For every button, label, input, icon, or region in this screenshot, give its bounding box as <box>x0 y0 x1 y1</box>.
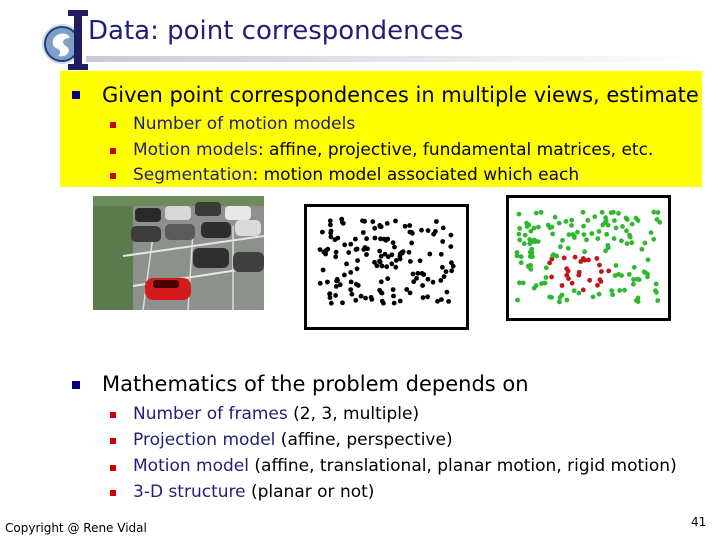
red-point-marker <box>562 256 567 261</box>
point-marker <box>355 247 360 252</box>
point-marker <box>372 226 377 231</box>
green-point-marker <box>651 237 656 242</box>
green-point-marker <box>534 283 539 288</box>
points-panel-unsegmented <box>304 204 469 330</box>
red-point-marker <box>598 277 603 282</box>
point-marker <box>445 290 450 295</box>
green-point-marker <box>636 296 641 301</box>
subbullet-square-icon <box>110 438 116 444</box>
green-point-marker <box>517 226 522 231</box>
green-point-marker <box>566 246 571 251</box>
green-point-marker <box>604 232 609 237</box>
bottom-subbullet-2 <box>133 432 453 449</box>
green-point-marker <box>606 223 611 228</box>
point-marker <box>370 219 375 224</box>
point-marker <box>340 300 345 305</box>
subbullet-square-icon <box>110 148 116 154</box>
green-point-marker <box>539 210 544 215</box>
point-marker <box>427 252 432 257</box>
point-marker <box>377 249 382 254</box>
green-point-marker <box>619 273 624 278</box>
point-marker <box>384 264 389 269</box>
subbullet-label: Number of frames <box>133 404 288 424</box>
green-point-marker <box>624 228 629 233</box>
point-marker <box>393 219 398 224</box>
green-point-marker <box>591 295 596 300</box>
green-point-marker <box>597 292 602 297</box>
point-marker <box>392 301 397 306</box>
green-point-marker <box>544 275 549 280</box>
point-marker <box>379 279 384 284</box>
points-panel-segmented <box>506 195 671 321</box>
subbullet-suffix: (affine, translational, planar motion, rigid motion) <box>248 456 677 476</box>
green-point-marker <box>572 288 577 293</box>
green-point-marker <box>627 272 632 277</box>
top-subbullet-2 <box>133 142 653 159</box>
point-marker <box>318 281 323 286</box>
green-point-marker <box>606 245 611 250</box>
red-point-marker <box>576 273 581 278</box>
point-marker <box>420 271 425 276</box>
point-marker <box>353 237 358 242</box>
red-point-marker <box>599 269 604 274</box>
green-point-marker <box>603 215 608 220</box>
green-point-marker <box>565 298 570 303</box>
green-point-marker <box>553 215 558 220</box>
point-marker <box>334 250 339 255</box>
black-points-plot <box>307 207 466 327</box>
green-point-marker <box>617 288 622 293</box>
green-point-marker <box>600 210 605 215</box>
subbullet-square-icon <box>110 490 116 496</box>
green-point-marker <box>524 221 529 226</box>
subbullet-square-icon <box>110 173 116 179</box>
subbullet-label: Motion model <box>133 456 249 476</box>
green-point-marker <box>632 265 637 270</box>
green-point-marker <box>572 234 577 239</box>
point-marker <box>348 287 353 292</box>
point-marker <box>392 245 397 250</box>
green-point-marker <box>544 265 549 270</box>
green-point-marker <box>515 250 520 255</box>
green-point-marker <box>612 236 617 241</box>
subbullet-suffix: (planar or not) <box>245 482 375 502</box>
green-point-marker <box>523 233 528 238</box>
subbullet-square-icon <box>110 122 116 128</box>
green-point-marker <box>645 275 650 280</box>
point-marker <box>420 283 425 288</box>
point-marker <box>325 280 330 285</box>
point-marker <box>419 228 424 233</box>
green-point-marker <box>585 218 590 223</box>
red-point-marker <box>583 258 588 263</box>
point-marker <box>407 223 412 228</box>
subbullet-label: Projection model <box>133 430 276 450</box>
green-point-marker <box>577 291 582 296</box>
point-marker <box>353 298 358 303</box>
point-marker <box>369 295 374 300</box>
green-point-marker <box>560 293 565 298</box>
point-marker <box>385 276 390 281</box>
green-point-marker <box>655 298 660 303</box>
green-point-marker <box>619 238 624 243</box>
bullet-square-icon <box>72 91 80 99</box>
point-marker <box>418 258 423 263</box>
subbullet-label: Motion models <box>133 140 258 160</box>
green-point-marker <box>582 232 587 237</box>
point-marker <box>393 265 398 270</box>
point-marker <box>431 280 436 285</box>
green-point-marker <box>543 281 548 286</box>
point-marker <box>355 266 360 271</box>
subbullet-square-icon <box>110 412 116 418</box>
point-marker <box>386 254 391 259</box>
bottom-subbullet-3 <box>133 458 677 475</box>
green-point-marker <box>625 241 630 246</box>
point-marker <box>449 260 454 265</box>
point-marker <box>425 294 430 299</box>
title-underline <box>86 56 702 62</box>
green-point-marker <box>557 300 562 305</box>
red-point-marker <box>566 269 571 274</box>
red-point-marker <box>547 261 552 266</box>
point-marker <box>328 222 333 227</box>
point-marker <box>329 229 334 234</box>
green-point-marker <box>625 217 630 222</box>
point-marker <box>344 262 349 267</box>
green-point-marker <box>634 216 639 221</box>
green-point-marker <box>620 224 625 229</box>
green-point-marker <box>635 277 640 282</box>
subbullet-label: Number of motion models <box>133 114 356 134</box>
red-point-marker <box>570 281 575 286</box>
point-marker <box>409 241 414 246</box>
green-point-marker <box>629 240 634 245</box>
point-marker <box>431 232 436 237</box>
point-marker <box>439 297 444 302</box>
green-point-marker <box>534 211 539 216</box>
green-point-marker <box>517 238 522 243</box>
bottom-subbullet-4 <box>133 484 374 501</box>
point-marker <box>372 260 377 265</box>
bullet-square-icon <box>72 381 80 389</box>
red-point-marker <box>549 275 554 280</box>
green-point-marker <box>654 290 659 295</box>
green-point-marker <box>532 226 537 231</box>
point-marker <box>350 292 355 297</box>
point-marker <box>440 239 445 244</box>
red-point-marker <box>578 259 583 264</box>
green-point-marker <box>567 232 572 237</box>
point-marker <box>391 287 396 292</box>
green-point-marker <box>581 210 586 215</box>
point-marker <box>364 252 369 257</box>
green-point-marker <box>649 230 654 235</box>
green-point-marker <box>656 210 661 215</box>
point-marker <box>442 274 447 279</box>
green-point-marker <box>643 241 648 246</box>
green-point-marker <box>651 210 656 215</box>
point-marker <box>342 242 347 247</box>
subbullet-suffix: (affine, perspective) <box>275 430 453 450</box>
point-marker <box>411 272 416 277</box>
point-marker <box>329 301 334 306</box>
point-marker <box>342 273 347 278</box>
bottom-bullet-text: Mathematics of the problem depends on <box>102 372 529 396</box>
top-bullet-text: Given point correspondences in multiple views, estimate <box>102 83 699 107</box>
point-marker <box>335 236 340 241</box>
green-point-marker <box>519 254 524 259</box>
point-marker <box>363 245 368 250</box>
green-point-marker <box>614 226 619 231</box>
green-point-marker <box>517 212 522 217</box>
point-marker <box>426 228 431 233</box>
point-marker <box>414 276 419 281</box>
green-point-marker <box>612 218 617 223</box>
green-point-marker <box>610 292 615 297</box>
point-marker <box>380 264 385 269</box>
point-marker <box>407 250 412 255</box>
top-subbullet-1 <box>133 116 355 133</box>
green-point-marker <box>592 214 597 219</box>
green-point-marker <box>528 267 533 272</box>
green-point-marker <box>655 217 660 222</box>
university-logo <box>36 8 96 72</box>
point-marker <box>354 282 359 287</box>
green-point-marker <box>640 247 645 252</box>
point-marker <box>449 233 454 238</box>
subbullet-suffix: (2, 3, multiple) <box>287 404 420 424</box>
subbullet-label: Segmentation <box>133 165 253 185</box>
green-point-marker <box>558 244 563 249</box>
green-point-marker <box>517 232 522 237</box>
green-point-marker <box>557 221 562 226</box>
point-marker <box>416 271 421 276</box>
point-marker <box>408 259 413 264</box>
point-marker <box>349 280 354 285</box>
green-point-marker <box>654 282 659 287</box>
point-marker <box>410 231 415 236</box>
green-point-marker <box>546 223 551 228</box>
red-point-marker <box>606 269 611 274</box>
green-point-marker <box>597 229 602 234</box>
point-marker <box>348 270 353 275</box>
green-point-marker <box>560 238 565 243</box>
point-marker <box>404 287 409 292</box>
point-marker <box>448 244 453 249</box>
red-point-marker <box>587 278 592 283</box>
green-point-marker <box>564 219 569 224</box>
green-point-marker <box>528 250 533 255</box>
point-marker <box>391 294 396 299</box>
point-marker <box>334 284 339 289</box>
subbullet-square-icon <box>110 465 116 471</box>
point-marker <box>401 249 406 254</box>
point-marker <box>373 236 378 241</box>
point-marker <box>320 230 325 235</box>
point-marker <box>403 224 408 229</box>
point-marker <box>444 269 449 274</box>
segmented-points-plot <box>509 198 668 318</box>
point-marker <box>333 293 338 298</box>
subbullet-suffix: : motion model associated which each <box>252 165 580 185</box>
subbullet-label: 3-D structure <box>133 482 246 502</box>
green-point-marker <box>550 232 555 237</box>
point-marker <box>381 301 386 306</box>
parking-lot-image <box>93 196 264 310</box>
green-point-marker <box>622 288 627 293</box>
green-point-marker <box>536 225 541 230</box>
point-marker <box>385 221 390 226</box>
green-point-marker <box>584 237 589 242</box>
green-point-marker <box>589 231 594 236</box>
green-point-marker <box>569 223 574 228</box>
green-point-marker <box>611 210 616 215</box>
green-point-marker <box>547 295 552 300</box>
point-marker <box>364 236 369 241</box>
green-point-marker <box>519 260 524 265</box>
green-point-marker <box>595 236 600 241</box>
point-marker <box>398 299 403 304</box>
point-marker <box>441 226 446 231</box>
point-marker <box>426 277 431 282</box>
red-point-marker <box>564 273 569 278</box>
point-marker <box>434 219 439 224</box>
point-marker <box>321 268 326 273</box>
green-point-marker <box>582 249 587 254</box>
subbullet-suffix: : affine, projective, fundamental matrices, etc. <box>257 140 654 160</box>
red-point-marker <box>560 283 565 288</box>
point-marker <box>439 252 444 257</box>
green-point-marker <box>631 282 636 287</box>
point-marker <box>355 258 360 263</box>
red-point-marker <box>594 256 599 261</box>
point-marker <box>335 277 340 282</box>
point-marker <box>398 257 403 262</box>
point-marker <box>378 224 383 229</box>
point-marker <box>359 294 364 299</box>
green-point-marker <box>522 241 527 246</box>
green-point-marker <box>628 235 633 240</box>
point-marker <box>362 219 367 224</box>
point-marker <box>440 265 445 270</box>
copyright-footer: Copyright @ Rene Vidal <box>5 521 147 535</box>
green-point-marker <box>532 238 537 243</box>
point-marker <box>421 295 426 300</box>
green-point-marker <box>569 218 574 223</box>
green-point-marker <box>528 254 533 259</box>
red-point-marker <box>595 283 600 288</box>
point-marker <box>438 278 443 283</box>
green-point-marker <box>646 257 651 262</box>
slide-title: Data: point correspondences <box>88 16 464 46</box>
red-point-marker <box>581 288 586 293</box>
point-marker <box>391 240 396 245</box>
point-marker <box>389 261 394 266</box>
red-point-marker <box>573 255 578 260</box>
green-point-marker <box>521 281 526 286</box>
green-point-marker <box>630 222 635 227</box>
top-subbullet-3 <box>133 167 579 184</box>
point-marker <box>363 296 368 301</box>
point-marker <box>346 250 351 255</box>
point-marker <box>384 238 389 243</box>
green-point-marker <box>515 298 520 303</box>
title-area <box>88 18 588 44</box>
green-point-marker <box>614 263 619 268</box>
green-point-marker <box>575 230 580 235</box>
point-marker <box>449 268 454 273</box>
green-point-marker <box>616 211 621 216</box>
green-point-marker <box>550 253 555 258</box>
point-marker <box>361 230 366 235</box>
point-marker <box>327 292 332 297</box>
green-point-marker <box>609 288 614 293</box>
point-marker <box>379 290 384 295</box>
point-marker <box>322 250 327 255</box>
green-point-marker <box>642 270 647 275</box>
point-marker <box>408 291 413 296</box>
point-marker <box>377 259 382 264</box>
point-marker <box>329 235 334 240</box>
green-point-marker <box>581 224 586 229</box>
point-marker <box>339 217 344 222</box>
point-marker <box>348 242 353 247</box>
red-point-marker <box>597 263 602 268</box>
bottom-subbullet-1 <box>133 406 419 423</box>
point-marker <box>333 254 338 259</box>
point-marker <box>446 299 451 304</box>
page-number: 41 <box>691 515 707 529</box>
